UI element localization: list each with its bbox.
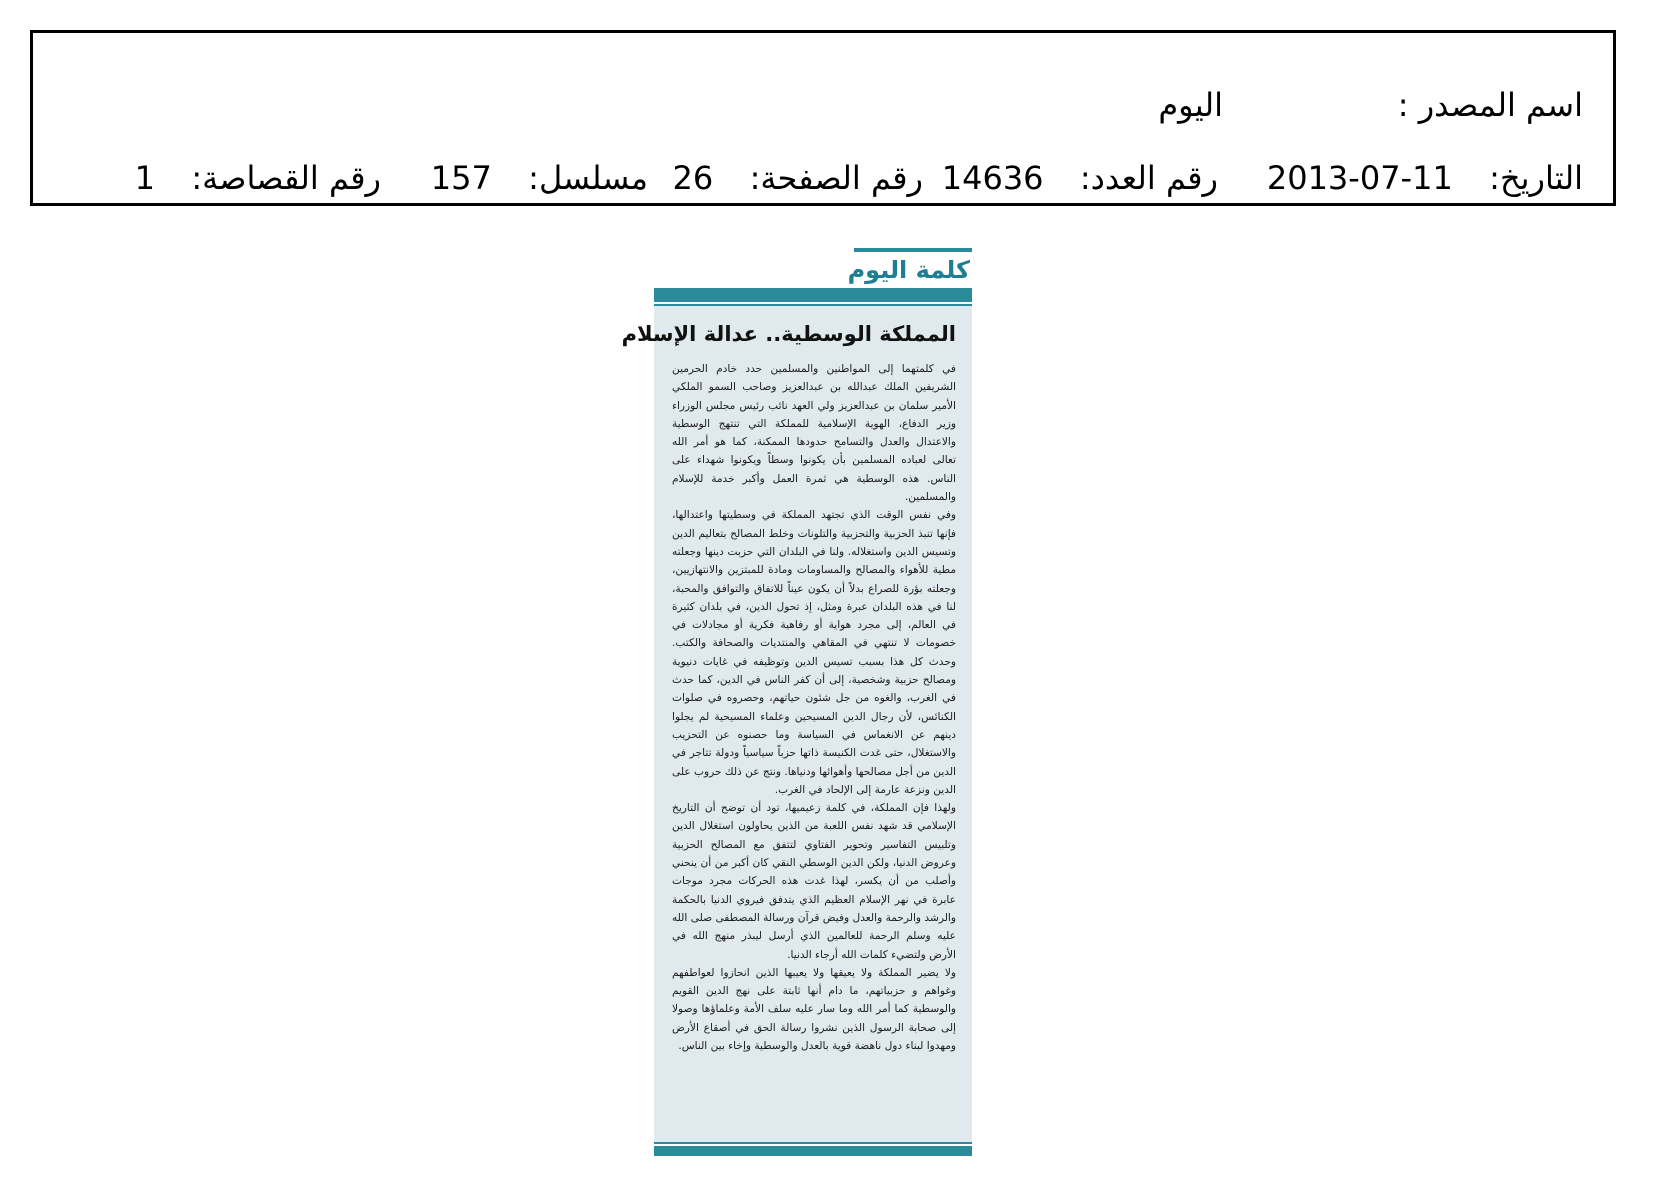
- article-headline: المملكة الوسطية.. عدالة الإسلام: [621, 322, 956, 346]
- clip-number-label: رقم القصاصة:: [191, 159, 381, 197]
- bottom-rule: [654, 1146, 972, 1156]
- article-paragraph: في كلمتهما إلى المواطنين والمسلمين حدد خادم الحرمين الشريفين الملك عبدالله بن عبدالعزيز وصاحب السمو الملكي الأمير سلمان بن عبدالعزيز ولي العهد نائب رئيس مجلس الوزراء وزير الدفاع، الهوية الإسلامية للمملكة التي تنتهج الوسطية والاعتدال والعدل والتسامح حدودها الممكنة، كما هو أمر الله تعالى لعباده المسلمين بأن يكونوا وسطاً ويكونوا شهداء على الناس. هذه الوسطية هي ثمرة العمل وأكبر خدمة للإسلام والمسلمين.: [672, 363, 956, 504]
- source-label: اسم المصدر :: [1397, 86, 1583, 124]
- page-number-value: 26: [672, 159, 714, 197]
- date-value: 2013-07-11: [1266, 159, 1453, 197]
- column-name: كلمة اليوم: [847, 256, 970, 284]
- source-value-field: [1158, 85, 1223, 125]
- column-masthead: [848, 250, 970, 284]
- serial-field: [431, 158, 648, 198]
- serial-value: 157: [430, 159, 492, 197]
- date-label: التاريخ:: [1489, 159, 1583, 197]
- date-field: [1267, 158, 1583, 198]
- page-number-label: رقم الصفحة:: [749, 159, 923, 197]
- metadata-box: [30, 30, 1616, 206]
- source-value: اليوم: [1158, 86, 1223, 124]
- article-paragraph: ولهذا فإن المملكة، في كلمة زعيميها، تود أن توضح أن التاريخ الإسلامي قد شهد نفس اللعبة من الذين يحاولون استغلال الدين وتلبيس التفاسير وتحوير الفتاوي لتتفق مع المصالح الحزبية وعروض الدنيا، ولكن الدين الوسطي النقي كان أكبر من أن ينحني وأصلب من أن يكسر، لهذا غدت هذه الحركات مجرد موجات عابرة في نهر الإسلام العظيم الذي يتدفق فيروي الدنيا بالحكمة والرشد والرحمة والعدل وفيض قرآن ورسالة المصطفى صلى الله عليه وسلم الرحمة للعالمين الذي أرسل ليبذر منهج الله في الأرض ولتضيء كلمات الله أرجاء الدنيا.: [672, 802, 956, 961]
- article-paragraph: وفي نفس الوقت الذي تجتهد المملكة في وسطيتها واعتدالها، فإنها تنبذ الحزبية والتحزبية والتلونات وخلط المصالح بتعاليم الدين وتسيس الدين واستغلاله. ولنا في البلدان التي حزبت دينها وجعلته مطية للأهواء والمصالح والمساومات ومادة للمبتزين والانتهازيين، وجعلته بؤرة للصراع بدلاً أن يكون عيناً للاتفاق والتوافق والمحبة، لنا في هذه البلدان عبرة ومثل، إذ تحول الدين، في بلدان كثيرة في العالم، إلى مجرد هواية أو رفاهية فكرية أو مجادلات في خصومات لا تنتهي في المقاهي والمنتديات والصحافة والكتب. وحدث كل هذا بسبب تسيس الدين وتوظيفه في غايات دنيوية ومصالح حزبية وشخصية، إلى أن كفر الناس في الدين، كما حدث في الغرب، والغوه من جل شئون حياتهم، وحصروه في صلوات الكنائس، لأن رجال الدين المسيحين وعلماء المسيحية لم يجلوا دينهم عن الانغماس في السياسة وما حصنوه عن التحزيب والاستغلال، حتى غدت الكنيسة ذاتها حزباً سياسياً ودولة تتاجر في الدين من أجل مصالحها وأهوائها ودنياها. ونتج عن ذلك حروب على الدين ونزعة عارمة إلى الإلحاد في الغرب.: [672, 509, 956, 796]
- source-field: [1398, 85, 1583, 125]
- newspaper-clipping: [621, 248, 972, 1168]
- top-rule: [654, 288, 972, 302]
- serial-label: مسلسل:: [528, 159, 648, 197]
- issue-label: رقم العدد:: [1079, 159, 1218, 197]
- clip-number-field: [135, 158, 381, 198]
- article-paragraph: ولا يضير المملكة ولا يعيقها ولا يعيبها الذين انحازوا لعواطفهم وغواهم و حزبياتهم، ما دام أنها ثابتة على نهج الدين القويم والوسطية كما أمر الله وما سار عليه سلف الأمة وعلماؤها وصولا إلى صحابة الرسول الذين نشروا رسالة الحق في أصقاع الأرض ومهدوا لبناء دول ناهضة قوية بالعدل والوسطية وإخاء بين الناس.: [672, 966, 956, 1052]
- page-number-field: [673, 158, 923, 198]
- issue-value: 14636: [941, 159, 1044, 197]
- article-body: [672, 360, 956, 1132]
- clip-number-value: 1: [134, 159, 155, 197]
- issue-field: [942, 158, 1218, 198]
